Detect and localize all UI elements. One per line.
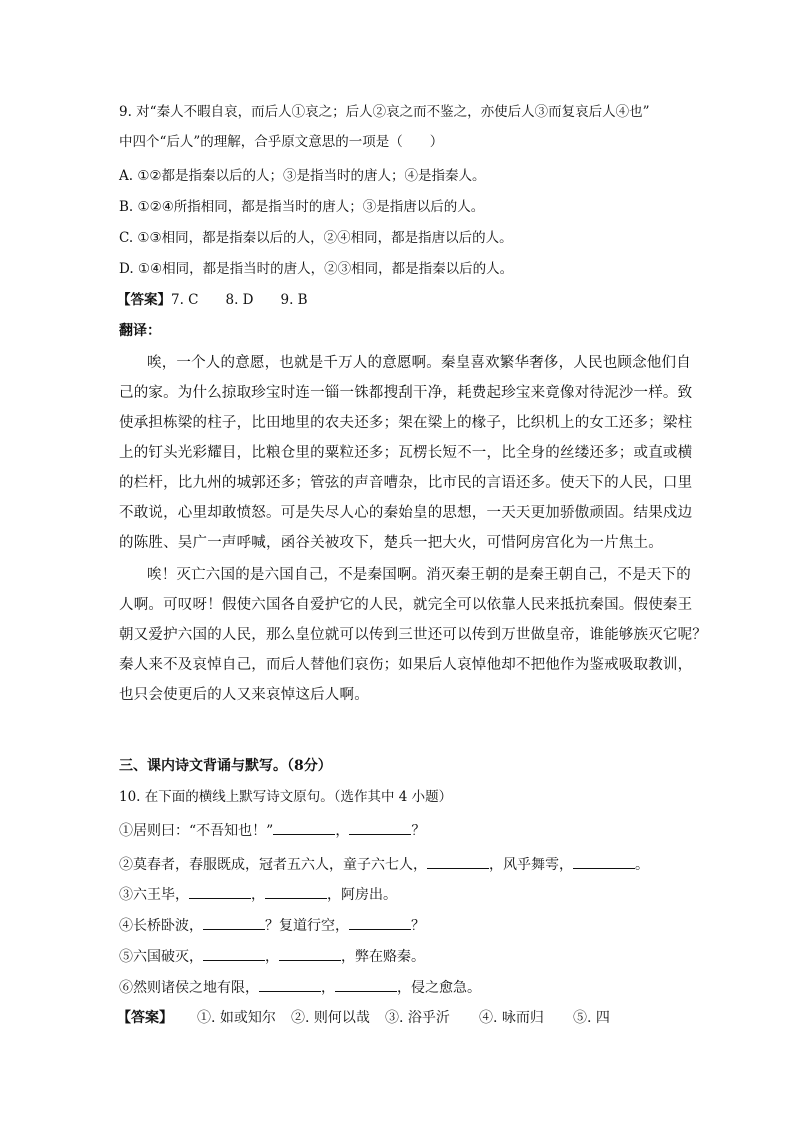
recitation-item-5: ⑤六国破灭， ， ，弊在赂秦。 bbox=[119, 946, 425, 966]
answer-part: ③. 浴乎沂 bbox=[385, 1010, 450, 1026]
translation-line: 的栏杆，比九州的城郭还多；管弦的声音嘈杂，比市民的言语还多。使天下的人民，口里 bbox=[119, 475, 693, 491]
section-3-heading: 三、课内诗文背诵与默写。（8分） bbox=[119, 758, 332, 774]
recitation-item-4: ④长桥卧波， ？复道行空， ？ bbox=[119, 915, 425, 935]
answer-text: 7. C 8. D 9. B bbox=[171, 292, 308, 308]
translation-line: 唉，一个人的意愿，也就是千万人的意愿啊。秦皇喜欢繁华奢侈，人民也顾念他们自 bbox=[147, 355, 691, 371]
answer-label: 【答案】 bbox=[117, 1010, 173, 1026]
answer-blank[interactable] bbox=[189, 884, 251, 899]
answer-row-1 bbox=[117, 291, 308, 309]
answer-blank[interactable] bbox=[573, 854, 635, 869]
answer-row-2 bbox=[117, 1009, 610, 1027]
answer-blank[interactable] bbox=[349, 820, 411, 835]
recitation-item-3: ③六王毕， ， ，阿房出。 bbox=[119, 884, 397, 904]
answer-label: 【答案】 bbox=[117, 292, 171, 308]
answer-blank[interactable] bbox=[203, 915, 265, 930]
answer-blank[interactable] bbox=[265, 884, 327, 899]
recitation-item-6: ⑥然则诸侯之地有限， ， ，侵之愈急。 bbox=[119, 977, 481, 997]
answer-blank[interactable] bbox=[203, 946, 265, 961]
translation-line: 朝又爱护六国的人民，那么皇位就可以传到三世还可以传到万世做皇帝，谁能够族灭它呢？ bbox=[119, 627, 707, 643]
question-10-intro: 10. 在下面的横线上默写诗文原句。（选作其中 4 小题） bbox=[119, 789, 453, 805]
answer-blank[interactable] bbox=[273, 820, 335, 835]
answer-blank[interactable] bbox=[259, 977, 321, 992]
translation-line: 唉！灭亡六国的是六国自己，不是秦国啊。消灭秦王朝的是秦王朝自己，不是天下的 bbox=[147, 567, 691, 583]
translation-line: 的陈胜、吴广一声呼喊，函谷关被攻下，楚兵一把大火，可惜阿房宫化为一片焦土。 bbox=[119, 535, 663, 551]
question-9-line-2: 中四个“后人”的理解，合乎原文意思的一项是（ ） bbox=[119, 134, 444, 150]
answer-part: ⑤. 四 bbox=[573, 1010, 610, 1026]
answer-part: ④. 咏而归 bbox=[479, 1010, 544, 1026]
option-c: C. ①③相同，都是指秦以后的人，②④相同，都是指唐以后的人。 bbox=[119, 230, 513, 246]
option-b: B. ①②④所指相同，都是指当时的唐人；③是指唐以后的人。 bbox=[119, 199, 485, 215]
recitation-item-2: ②莫春者，春服既成，冠者五六人，童子六七人， ，风乎舞雩， 。 bbox=[119, 854, 649, 874]
option-a: A. ①②都是指秦以后的人；③是指当时的唐人；④是指秦人。 bbox=[119, 168, 486, 184]
answer-part: ②. 则何以哉 bbox=[291, 1010, 370, 1026]
answer-blank[interactable] bbox=[427, 854, 489, 869]
translation-line: 使承担栋梁的柱子，比田地里的农夫还多；架在梁上的椽子，比织机上的女工还多；梁柱 bbox=[119, 415, 693, 431]
recitation-item-1: ①居则曰：“不吾知也！” ， ？ bbox=[119, 820, 425, 840]
translation-line: 己的家。为什么掠取珍宝时连一锱一铢都搜刮干净，耗费起珍宝来竟像对待泥沙一样。致 bbox=[119, 385, 693, 401]
answer-blank[interactable] bbox=[349, 915, 411, 930]
option-d: D. ①④相同，都是指当时的唐人，②③相同，都是指秦以后的人。 bbox=[119, 261, 514, 277]
answer-blank[interactable] bbox=[335, 977, 397, 992]
answer-part: ①. 如或知尔 bbox=[197, 1010, 276, 1026]
translation-line: 秦人来不及哀悼自己，而后人替他们哀伤；如果后人哀悼他却不把他作为鉴戒吸取教训， bbox=[119, 657, 693, 673]
translation-line: 不敢说，心里却敢愤怒。可是失尽人心的秦始皇的思想，一天天更加骄傲顽固。结果戍边 bbox=[119, 505, 693, 521]
translation-label: 翻译： bbox=[119, 323, 161, 339]
answer-blank[interactable] bbox=[279, 946, 341, 961]
question-9-line-1: 9. 对“秦人不暇自哀，而后人①哀之；后人②哀之而不鉴之，亦使后人③而复哀后人④也” bbox=[119, 104, 650, 120]
translation-line: 上的钉头光彩耀目，比粮仓里的粟粒还多；瓦楞长短不一，比全身的丝缕还多；或直或横 bbox=[119, 445, 693, 461]
translation-line: 人啊。可叹呀！假使六国各自爱护它的人民，就完全可以依靠人民来抵抗秦国。假使秦王 bbox=[119, 597, 693, 613]
translation-line: 也只会使更后的人又来哀悼这后人啊。 bbox=[119, 687, 369, 703]
